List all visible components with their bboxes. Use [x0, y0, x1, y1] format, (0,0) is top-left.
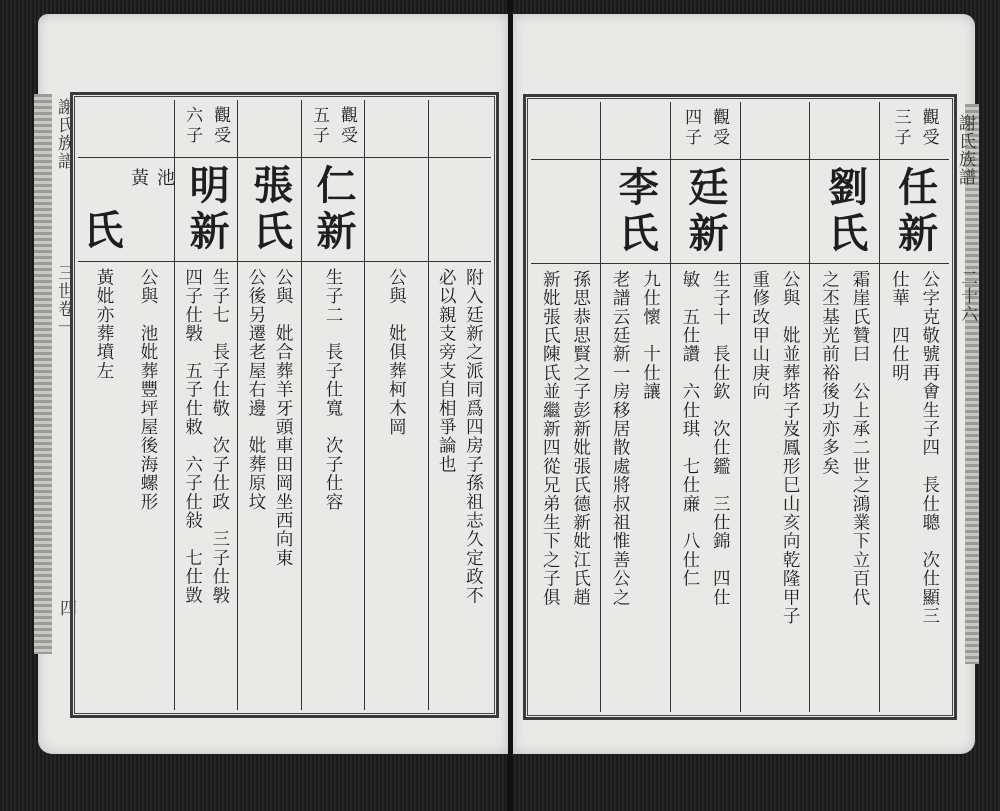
generation-label: 觀受: [210, 106, 231, 146]
generation-label: 觀受: [336, 106, 357, 146]
record-body-cell: [78, 262, 174, 710]
record-text-line: 生子七 長子仕敬 次子仕政 三子仕斅: [209, 268, 230, 605]
person-name: 明新: [183, 163, 231, 256]
right-page-number: 二十六: [957, 269, 977, 323]
generation-header-cell: [175, 100, 237, 158]
person-name-cell: [880, 160, 949, 264]
generation-header-cell: [302, 100, 364, 158]
generation-label: 五子: [308, 106, 329, 146]
left-page: [38, 14, 508, 754]
person-name: 仁新: [309, 163, 357, 256]
record-body-cell: [601, 264, 670, 712]
left-spine-title: 謝氏族譜: [54, 98, 74, 170]
person-name: 張氏: [246, 163, 294, 256]
record-body-cell: [238, 262, 300, 710]
right-page-column-1: [879, 102, 949, 712]
person-name-cell: [365, 158, 427, 262]
generation-header-cell: [365, 100, 427, 158]
person-name-cell: [531, 160, 600, 264]
record-text-line: 四子仕斅 五子仕敕 六子仕敍 七仕敳: [182, 268, 203, 605]
person-name: 廷新: [682, 165, 730, 258]
record-text-line: 公與 妣並葬塔子岌鳳形巳山亥向乾隆甲子: [780, 270, 801, 626]
generation-label: 觀受: [709, 108, 730, 148]
record-text-line: 附入廷新之派同爲四房子孫祖志久定政不: [463, 268, 484, 605]
left-spine-section: 三世卷一: [54, 264, 74, 336]
generation-header-cell: [78, 100, 174, 158]
record-body-cell: [531, 264, 600, 712]
right-page-column-2: [809, 102, 879, 712]
surname-prefix: 黃: [127, 168, 149, 189]
record-text-line: 公字克敬號再㑹生子四 長仕聰 次仕顯三: [919, 270, 940, 626]
left-page-column-5: [174, 100, 237, 710]
person-name-cell: [302, 158, 364, 262]
record-text-line: 公與 妣俱葬柯木岡: [386, 268, 407, 437]
person-name: 李氏: [612, 165, 660, 258]
person-name-cell: [429, 158, 491, 262]
record-text-line: 重修改甲山庚向: [749, 270, 770, 401]
generation-header-cell: [238, 100, 300, 158]
record-text-line: 敏 五仕讚 六仕琪 七仕亷 八仕仁: [679, 270, 700, 588]
person-name: 任新: [891, 165, 939, 258]
left-page-frame: [70, 92, 499, 718]
right-grid: [531, 102, 949, 712]
person-name: 劉氏: [821, 165, 869, 258]
record-text-line: 之丕基光前裕後功亦多矣: [819, 270, 840, 476]
generation-label: 四子: [681, 108, 702, 148]
generation-label: 觀受: [918, 108, 939, 148]
person-name-cell: [671, 160, 740, 264]
record-text-line: 黃妣亦葬墳左: [93, 268, 114, 381]
generation-header-cell: [671, 102, 740, 160]
right-page-column-3: [740, 102, 810, 712]
person-name: 氏: [76, 209, 124, 255]
right-page-frame: [523, 94, 957, 720]
record-text-line: 新妣張氏陳氏並繼新四從兄弟生下之子俱: [540, 270, 561, 607]
person-name-cell: [238, 158, 300, 262]
record-text-line: 公與 池妣葬豐坪屋後海螺形: [137, 268, 158, 512]
generation-header-cell: [741, 102, 810, 160]
right-page: [513, 14, 975, 754]
record-text-line: 公後另遷老屋右邊 妣葬原坟: [245, 268, 266, 512]
right-spine-title: 謝氏族譜: [955, 114, 975, 186]
generation-header-cell: [880, 102, 949, 160]
left-page-column-4: [237, 100, 300, 710]
record-text-line: 霜崖氏贊曰 公上承二世之鴻業下立百代: [849, 270, 870, 607]
record-text-line: 必以親支旁支自相爭論也: [436, 268, 457, 474]
generation-label: 六子: [182, 106, 203, 146]
person-name-cell: [78, 158, 174, 262]
generation-header-cell: [429, 100, 491, 158]
left-page-column-6: [78, 100, 174, 710]
right-page-torn-edge: [965, 104, 979, 664]
person-name-cell: [175, 158, 237, 262]
left-page-column-1: [428, 100, 491, 710]
person-name-cell: [741, 160, 810, 264]
record-text-line: 仕華 四仕明: [889, 270, 910, 383]
record-body-cell: [175, 262, 237, 710]
record-text-line: 老譜云廷新一房移居散處將叔祖惟善公之: [610, 270, 631, 607]
record-text-line: 生子十 長仕欽 次仕鑑 三仕錦 四仕: [710, 270, 731, 607]
left-page-column-3: [301, 100, 364, 710]
right-page-column-4: [670, 102, 740, 712]
record-body-cell: [365, 262, 427, 710]
left-page-number: 四: [56, 599, 76, 617]
person-name-cell: [810, 160, 879, 264]
record-text-line: 公與 妣合葬羊牙頭車田岡坐西向東: [273, 268, 294, 568]
generation-header-cell: [810, 102, 879, 160]
left-page-torn-edge: [34, 94, 52, 654]
record-body-cell: [429, 262, 491, 710]
right-spine-page-wrap: [955, 269, 980, 323]
record-body-cell: [741, 264, 810, 712]
record-body-cell: [810, 264, 879, 712]
generation-header-cell: [601, 102, 670, 160]
generation-header-cell: [531, 102, 600, 160]
record-text-line: 生子二 長子仕寬 次子仕容: [322, 268, 343, 512]
record-body-cell: [671, 264, 740, 712]
person-name-cell: [601, 160, 670, 264]
surname-prefix: 池: [153, 168, 175, 189]
record-text-line: 孫思恭思賢之子彭新妣張氏德新妣江氏趙: [570, 270, 591, 607]
record-text-line: 九仕懷 十仕讓: [640, 270, 661, 401]
right-page-column-5: [600, 102, 670, 712]
generation-label: 三子: [890, 108, 911, 148]
left-grid: [78, 100, 491, 710]
record-body-cell: [302, 262, 364, 710]
left-page-column-2: [364, 100, 427, 710]
right-page-column-6: [531, 102, 600, 712]
record-body-cell: [880, 264, 949, 712]
